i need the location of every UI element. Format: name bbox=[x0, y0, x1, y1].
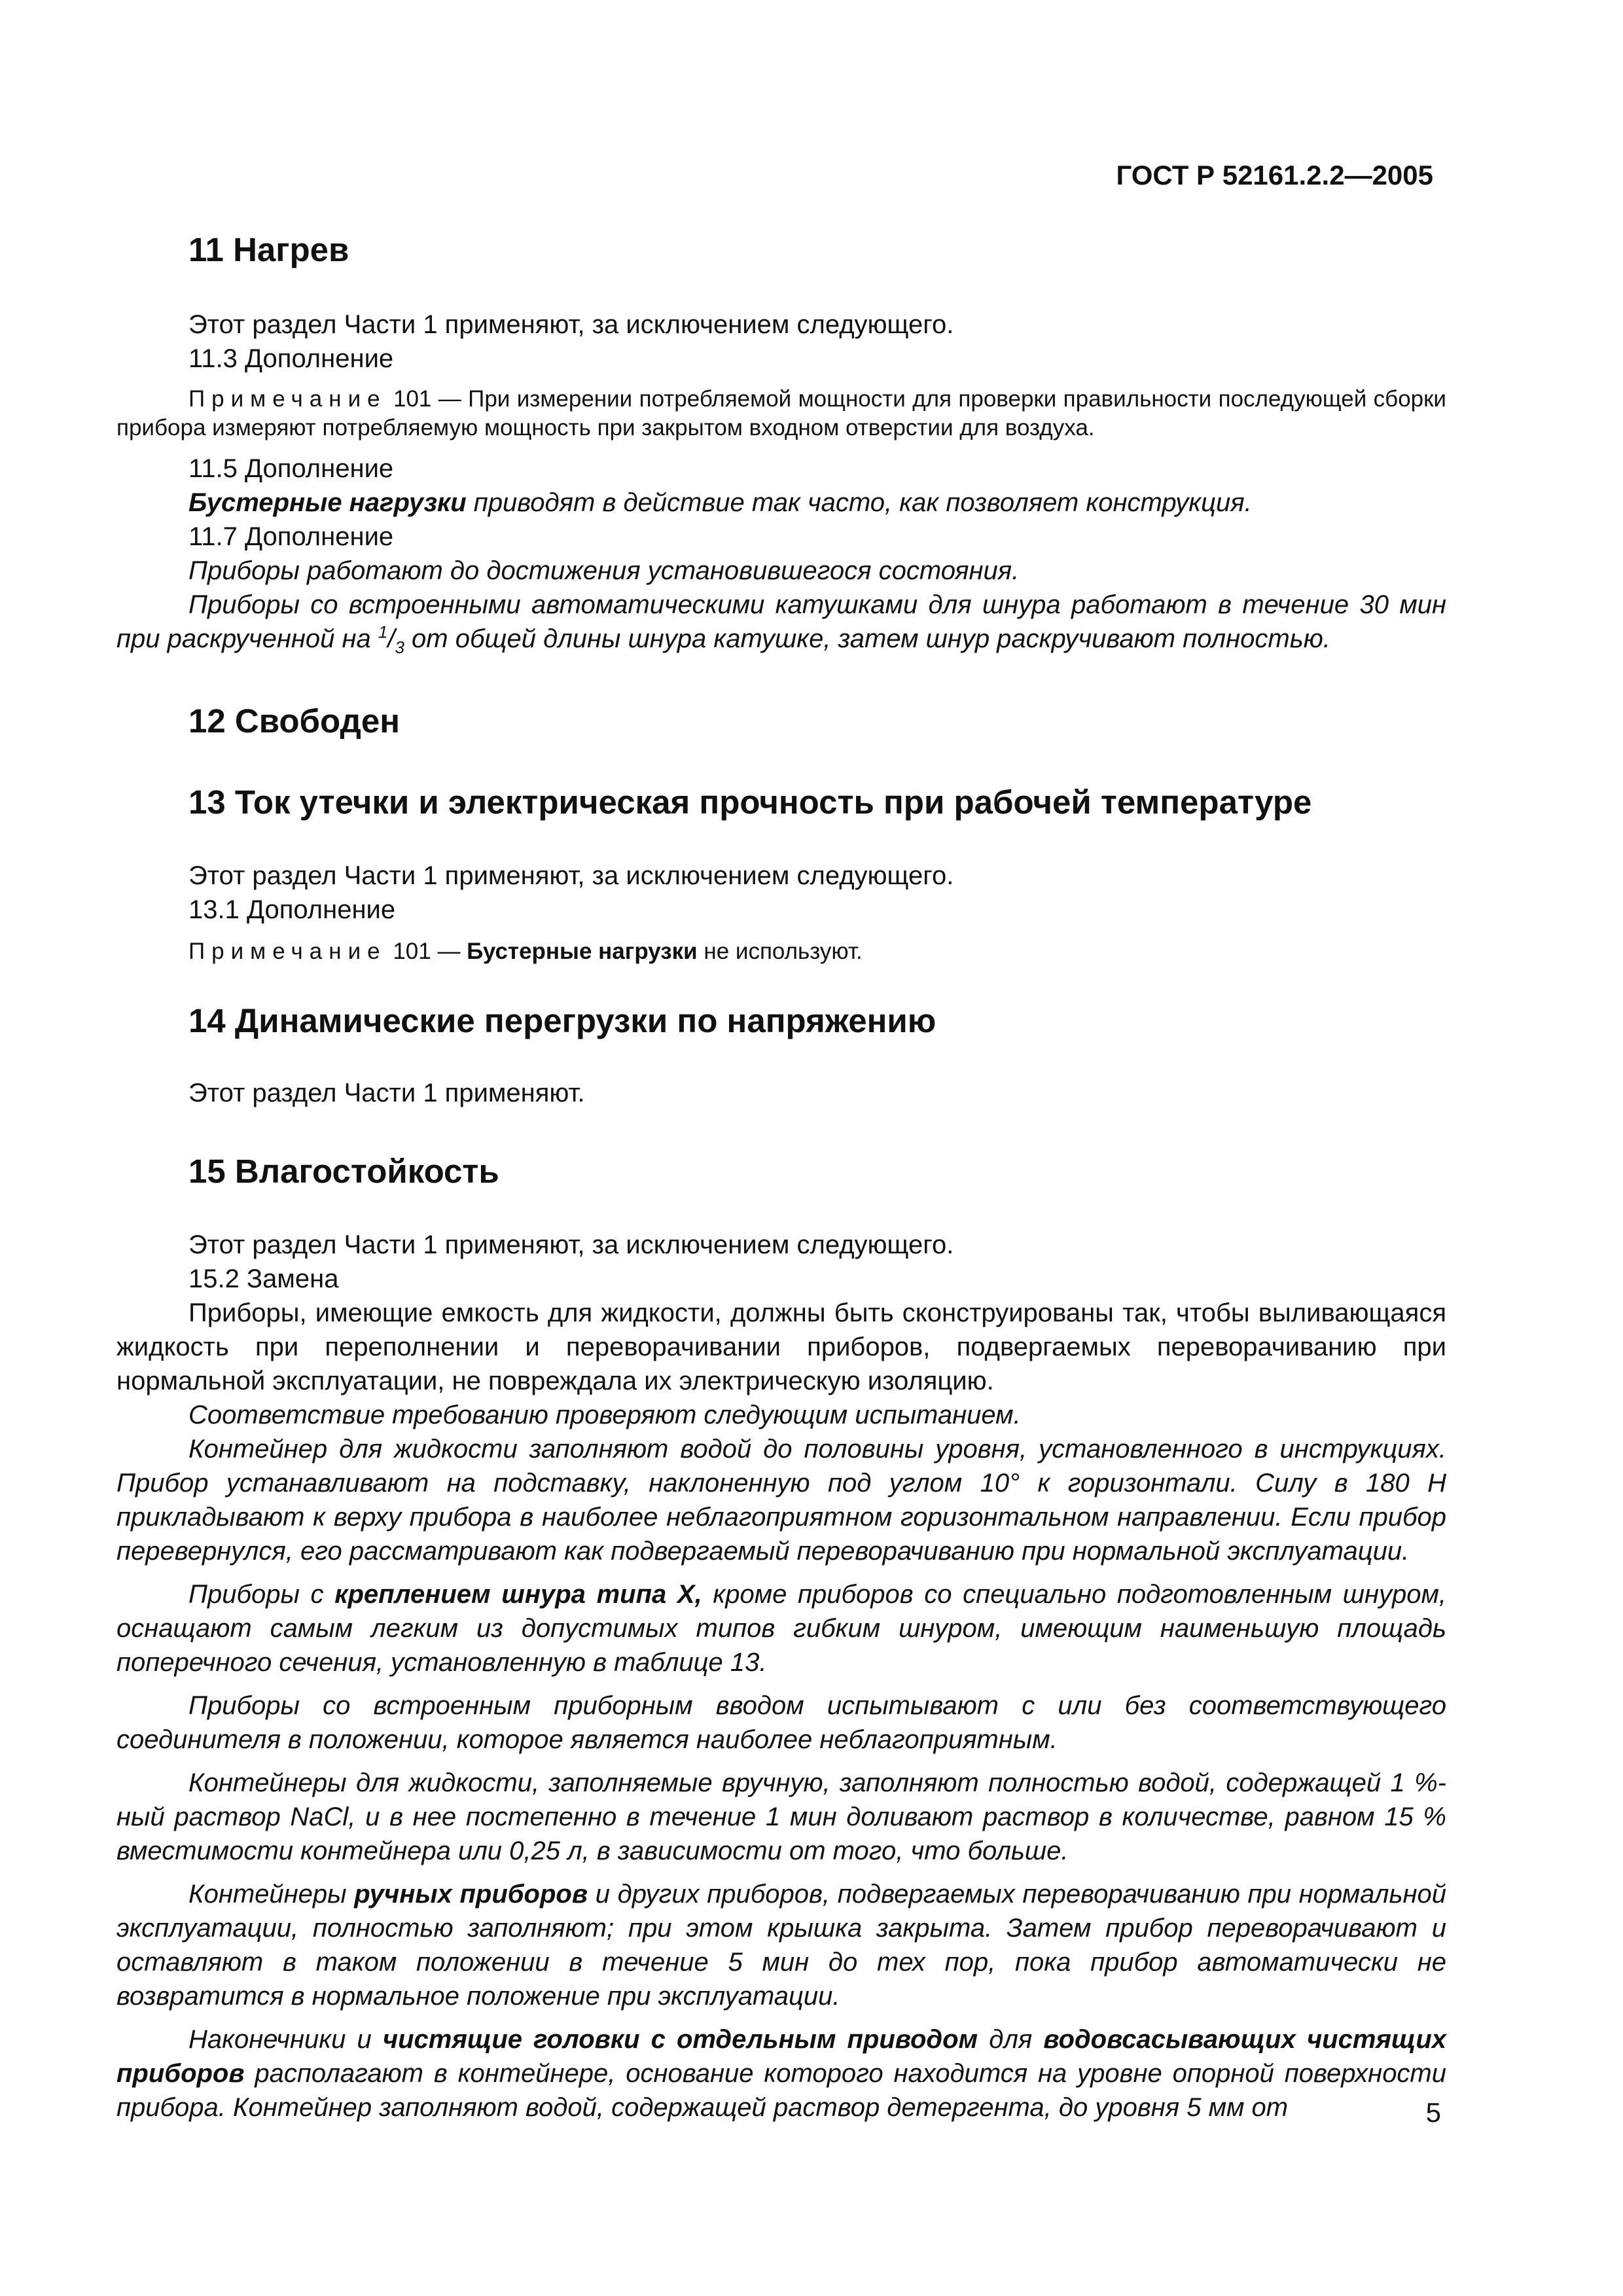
section-13-body bbox=[116, 859, 1446, 966]
section-11-heading: 11 Нагрев bbox=[188, 231, 349, 268]
note-13-1 bbox=[116, 937, 1446, 966]
section-13-intro: Этот раздел Части 1 применяют, за исключением следующего. bbox=[188, 861, 954, 890]
paragraph bbox=[116, 1877, 1446, 2013]
clause-11-7-text-b bbox=[116, 588, 1446, 656]
text-run: кроме приборов со специально подготовленным шнуром, оснащают самым легким из допустимых типов гибким шнуром, имеющим наименьшую площадь поперечного сечения, установленную в таблице 13. bbox=[116, 1580, 1446, 1677]
text-run: Контейнеры bbox=[188, 1880, 355, 1909]
term-cleaning-heads: чистящие головки с отдельным приводом bbox=[382, 2025, 978, 2054]
section-12-heading: 12 Свободен bbox=[188, 702, 401, 740]
clause-11-7-text-a: Приборы работают до достижения установившегося состояния. bbox=[188, 556, 1020, 585]
note-suffix: не используют. bbox=[697, 939, 863, 964]
clause-11-5-text bbox=[116, 486, 1446, 520]
term-hand-held-appliances: ручных приборов bbox=[354, 1880, 588, 1909]
note-prefix: 101 — bbox=[386, 939, 467, 964]
text-run: для bbox=[978, 2025, 1044, 2054]
clause-11-7-b-part1: Приборы со встроенными автоматическими катушками для шнура работают в течение 30 мин при раскрученной на bbox=[116, 590, 1446, 653]
clause-11-7-b-part2: от общей длины шнура катушке, затем шнур раскручивают полностью. bbox=[404, 624, 1330, 653]
text-run: Приборы с bbox=[188, 1580, 335, 1609]
term-booster-loads: Бустерные нагрузки bbox=[467, 939, 698, 964]
section-13-heading: 13 Ток утечки и электрическая прочность при рабочей температуре bbox=[188, 783, 1312, 821]
text-run: Наконечники и bbox=[188, 2025, 383, 2054]
section-15-heading: 15 Влагостойкость bbox=[188, 1153, 499, 1190]
text-run: и других приборов, подвергаемых переворачиванию при нормальной эксплуатации, полностью заполняют; при этом крышка закрыта. Затем прибор переворачивают и оставляют в таком положении в течение 5 мин до тех пор, пока прибор автоматически не возвратится в нормальное положение при эксплуатации. bbox=[116, 1880, 1447, 2011]
paragraph bbox=[116, 2022, 1446, 2125]
clause-13-1: 13.1 Дополнение bbox=[188, 895, 396, 924]
standard-designation: ГОСТ Р 52161.2.2—2005 bbox=[1116, 160, 1433, 190]
text-run: располагают в контейнере, основание которого находится на уровне опорной поверхности прибора. Контейнер заполняют водой, содержащей раствор детергента, до уровня 5 мм от bbox=[116, 2059, 1446, 2122]
clause-11-5: 11.5 Дополнение bbox=[188, 454, 394, 483]
section-14-heading: 14 Динамические перегрузки по напряжению bbox=[188, 1002, 936, 1039]
paragraph: Контейнер для жидкости заполняют водой до половины уровня, установленного в инструкциях. Прибор устанавливают на подставку, наклоненную под углом 10° к горизонтали. Силу в 180 Н прикладывают к верху прибора в наиболее неблагоприятном горизонтальном направлении. Если прибор перевернулся, его рассматривают как подвергаемый переворачиванию при нормальной эксплуатации. bbox=[116, 1435, 1446, 1566]
term-booster-loads: Бустерные нагрузки bbox=[188, 488, 467, 517]
fraction-numerator: 1 bbox=[378, 622, 388, 642]
paragraph: Приборы со встроенным приборным вводом испытывают с или без соответствующего соединителя в положении, которое является наиболее неблагоприятным. bbox=[116, 1691, 1446, 1754]
clause-11-7: 11.7 Дополнение bbox=[188, 522, 394, 551]
note-label: Примечание bbox=[188, 939, 387, 964]
paragraph: Контейнеры для жидкости, заполняемые вручную, заполняют полностью водой, содержащей 1 %-ный раствор NaCl, и в нее постепенно в течение 1 мин доливают раствор в количестве, равном 15 % вместимости контейнера или 0,25 л, в зависимости от того, что больше. bbox=[116, 1768, 1446, 1865]
section-15-intro: Этот раздел Части 1 применяют, за исключением следующего. bbox=[188, 1230, 954, 1259]
term-type-x-attachment: креплением шнура типа X, bbox=[334, 1580, 702, 1609]
section-11-body bbox=[116, 308, 1446, 656]
clause-11-3: 11.3 Дополнение bbox=[188, 344, 394, 373]
clause-15-2: 15.2 Замена bbox=[188, 1265, 339, 1293]
paragraph bbox=[116, 1577, 1446, 1679]
note-text: 101 — При измерении потребляемой мощности для проверки правильности последующей сборки прибора измеряют потребляемую мощность при закрытом входном отверстии для воздуха. bbox=[116, 386, 1446, 440]
clause-11-5-rest: приводят в действие так часто, как позволяет конструкция. bbox=[466, 488, 1252, 517]
note-label: Примечание bbox=[188, 386, 387, 412]
section-15-body bbox=[116, 1228, 1446, 2125]
paragraph: Соответствие требованию проверяют следующим испытанием. bbox=[188, 1401, 1021, 1429]
term-water-suction-cleaners: водовсасывающих чистящих приборов bbox=[116, 2025, 1447, 2088]
page-number: 5 bbox=[1425, 2097, 1441, 2128]
section-14-intro: Этот раздел Части 1 применяют. bbox=[188, 1079, 585, 1107]
paragraph: Приборы, имеющие емкость для жидкости, должны быть сконструированы так, чтобы выливающаяся жидкость при переполнении и переворачивании приборов, подвергаемых переворачиванию при нормальной эксплуатации, не повреждала их электрическую изоляцию. bbox=[116, 1299, 1446, 1395]
fraction-denominator: 3 bbox=[395, 637, 404, 657]
section-11-intro: Этот раздел Части 1 применяют, за исключением следующего. bbox=[188, 310, 954, 339]
note-11-3 bbox=[116, 385, 1446, 442]
fraction-slash: / bbox=[387, 624, 395, 653]
